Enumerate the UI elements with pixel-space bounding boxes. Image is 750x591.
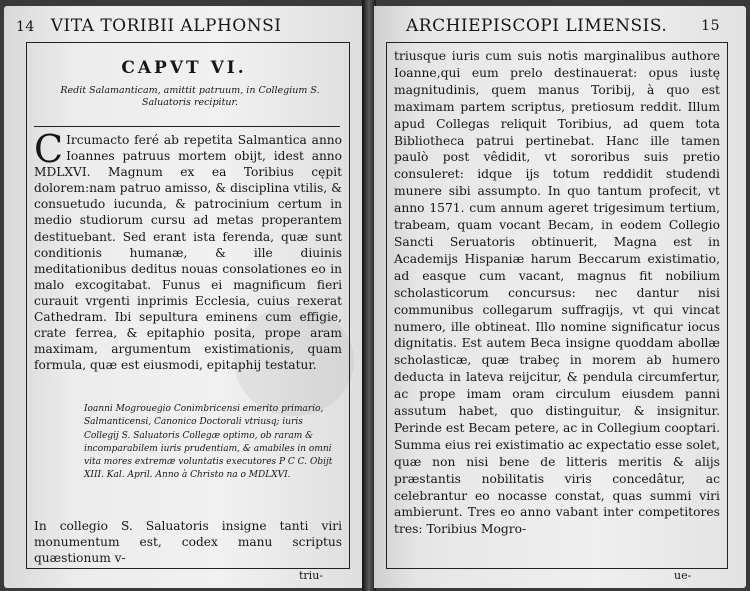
right-running-head: ARCHIEPISCOPI LIMENSIS.	[406, 16, 668, 36]
left-catchword: triu-	[299, 569, 323, 582]
chapter-heading: CAPVT VI.	[121, 58, 247, 78]
left-page-number: 14	[16, 19, 35, 35]
epitaph-inscription: Ioanni Mogrouegio Conimbricensi emerito primario, Salmanticensi, Canonico Doctorali vtriusq; iuris Collegij S. Saluatoris Collegæ optimo, ob raram & incomparabilem iuris prudentiam, & amabiles in omni vita mores extremæ voluntatis executores P C C. Obijt XIII. Kal. April. Anno à Christo na o MDLXVI.	[84, 404, 333, 481]
left-running-head: VITA TORIBII ALPHONSI	[50, 16, 282, 36]
right-catchword: ue-	[674, 569, 692, 582]
left-page	[4, 6, 364, 588]
right-page-number: 15	[701, 18, 720, 34]
right-page	[374, 6, 746, 588]
summary-rule	[34, 126, 340, 127]
left-body-text: Ircumacto feré ab repetita Salmantica anno Ioannes patruus mortem obijt, idest anno MDLXVI. Magnum ex ea Toribius cępit dolorem:nam patruo amisso, & disciplina vtilis, & consuetudo iucunda, & patrocinium certum in medio studiorum cursu ad metas properantem destituebant. Sed erant ista ferenda, quæ sunt conditionis humanæ, & ille diuinis meditationibus deditus nouas consolationes eo in malo excogitabat. Funus ei magnificum fieri curauit vrgenti inprimis Ecclesia, cuius rexerat Cathedram. Ibi sepultura eminens cum effigie, crate ferrea, & epitaphio posita, prope aram maximam, argumentum existimationis, quam formula, quæ est eiusmodi, epitaphij testatur.	[34, 133, 342, 373]
drop-cap: C	[34, 127, 64, 171]
right-body-text: triusque iuris cum suis notis marginalibus authore Ioanne,qui eum prelo destinauerat: opus iustę magnitudinis, quem manus Toribij, à quo est maximam partem scriptus, pretiosum reddit. Illum apud Collegas reliquit Toribius, ad quem tota Bibliotheca patrui pertinebat. Hanc ille tamen paulò post vêdidit, vt sororibus suis pretio consuleret: idque ijs totum reddidit studendi munere sibi assumpto. In quo tantum profecit, vt anno 1571. cum annum ageret trigesimum tertium, trabeam, quam vocant Becam, in eodem Collegio Sancti Seruatoris obtinuerit, Magna est in Academijs Hispaniæ harum Beccarum existimatio, ad easque cum vacant, magnus fit nobilium scholasticorum concursus: nec dantur nisi communibus collegarum suffragijs, vt qui vincat numero, ille obtineat. Illo nomine significatur iocus dignitatis. Est autem Beca insigne quoddam abollæ scholasticæ, quæ trabeç in morem ab humero deducta in lateva reijcitur, & pendula circumfertur, ac prope imam oram circulum eiusdem panni assutum habet, quo distinguitur, & insignitur. Perinde est Becam petere, ac in Collegium cooptari. Summa eius rei existimatio ac expectatio esse solet, quæ non nisi bene de litteris meritis & alijs præstantis nobilitatis viris concedâtur, ac celebrantur eo nocasse constat, quas summi viri ambierunt. Tres eo anno vabant inter competitores tres: Toribius Mogro-	[394, 49, 720, 537]
chapter-summary: Redit Salamanticam, amittit patruum, in Collegium S. Saluatoris recipitur.	[60, 85, 320, 108]
left-running-header	[16, 16, 352, 40]
right-running-header	[406, 16, 734, 40]
left-body-last: In collegio S. Saluatoris insigne tanti viri monumentum est, codex manu scriptus quæstionum v-	[34, 519, 342, 566]
left-body-paragraph	[34, 127, 342, 373]
